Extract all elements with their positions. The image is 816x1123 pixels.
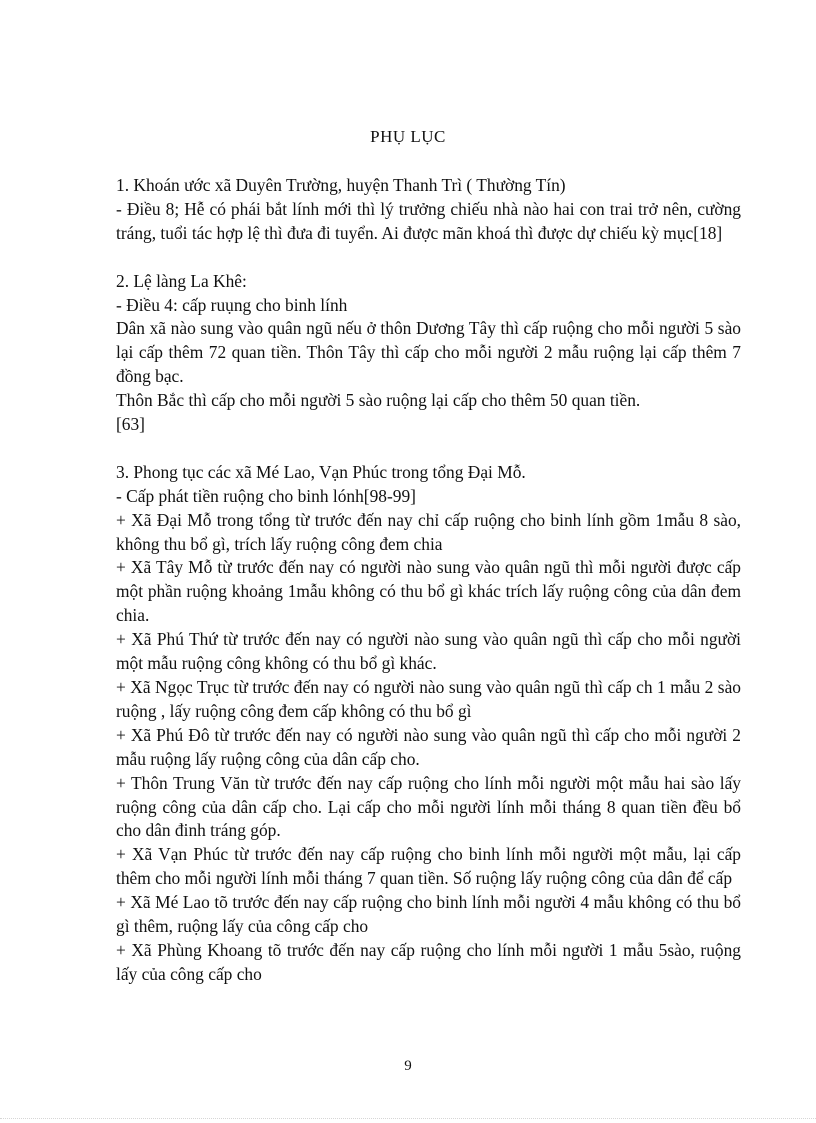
section-3-item: + Xã Mé Lao tõ trước đến nay cấp ruộng cho binh lính mỗi người 4 mẫu không có thu bổ gì thêm, ruộng lấy của công cấp cho [116,892,741,937]
page-title: PHỤ LỤC [370,127,446,146]
section-3-item: + Xã Tây Mỗ từ trước đến nay có người nào sung vào quân ngũ thì mỗi người được cấp một phần ruộng khoảng 1mẫu không có thu bổ gì khác trích lấy ruộng công của dân đem chia. [116,557,741,626]
section-2-paragraph-1: Dân xã nào sung vào quân ngũ nếu ở thôn Dương Tây thì cấp ruộng cho mỗi người 5 sào lại cấp thêm 72 quan tiền. Thôn Tây thì cấp cho mỗi người 2 mẫu ruộng lại cấp thêm 7 đồng bạc. [116,318,741,387]
section-3-item: + Xã Vạn Phúc từ trước đến nay cấp ruộng cho binh lính mỗi người một mẫu, lại cấp thêm cho mỗi người lính mỗi tháng 7 quan tiền. Số ruộng lấy ruộng công của dân để cấp [116,844,741,889]
section-3-item: + Thôn Trung Văn từ trước đến nay cấp ruộng cho lính mỗi người một mẫu hai sào lấy ruộng công của dân cấp cho. Lại cấp cho mỗi người lính mỗi tháng 8 quan tiền đều bổ cho dân đinh tráng góp. [116,772,741,841]
section-3-item: + Xã Phú Thứ từ trước đến nay có người nào sung vào quân ngũ thì cấp cho mỗi người một mẫu ruộng công không có thu bổ gì khác. [116,629,741,674]
section-3-heading: 3. Phong tục các xã Mé Lao, Vạn Phúc trong tổng Đại Mỗ. [116,461,526,482]
section-2-heading: 2. Lệ làng La Khê: [116,270,247,291]
section-3-item: + Xã Phú Đô từ trước đến nay có người nào sung vào quân ngũ thì cấp cho mỗi người 2 mẫu ruộng lấy ruộng công của dân cấp cho. [116,724,741,769]
section-1-paragraph: - Điều 8; Hễ có phái bắt lính mới thì lý trưởng chiếu nhà nào hai con trai trở nên, cường tráng, tuổi tác hợp lệ thì đưa đi tuyển. Ai được mãn khoá thì được dự chiếu kỳ mục[18] [116,198,741,243]
page-bottom-divider [0,1118,816,1119]
section-2-paragraph-2: Thôn Bắc thì cấp cho mỗi người 5 sào ruộng lại cấp cho thêm 50 quan tiền. [116,390,641,411]
section-2-citation: [63] [116,414,145,435]
section-3-item: + Xã Đại Mỗ trong tổng từ trước đến nay chỉ cấp ruộng cho binh lính gồm 1mẫu 8 sào, không thu bổ gì, trích lấy ruộng công đem chia [116,509,741,554]
section-3-item: + Xã Phùng Khoang tõ trước đến nay cấp ruộng cho lính mỗi người 1 mẫu 5sào, ruộng lấy của công cấp cho [116,939,741,984]
section-3-item: + Xã Ngọc Trục từ trước đến nay có người nào sung vào quân ngũ thì cấp ch 1 mẫu 2 sào ruộng , lấy ruộng công đem cấp không có thu bổ gì [116,677,741,721]
page-number: 9 [404,1058,412,1074]
blank-line [116,437,741,461]
document-body [116,174,741,987]
section-1-heading: 1. Khoán ước xã Duyên Trường, huyện Thanh Trì ( Thường Tín) [116,175,566,195]
section-3-subheading: - Cấp phát tiền ruộng cho binh lónh[98-99] [116,485,416,506]
section-2-subheading: - Điều 4: cấp ruụng cho binh lính [116,294,348,315]
blank-line [116,246,741,270]
